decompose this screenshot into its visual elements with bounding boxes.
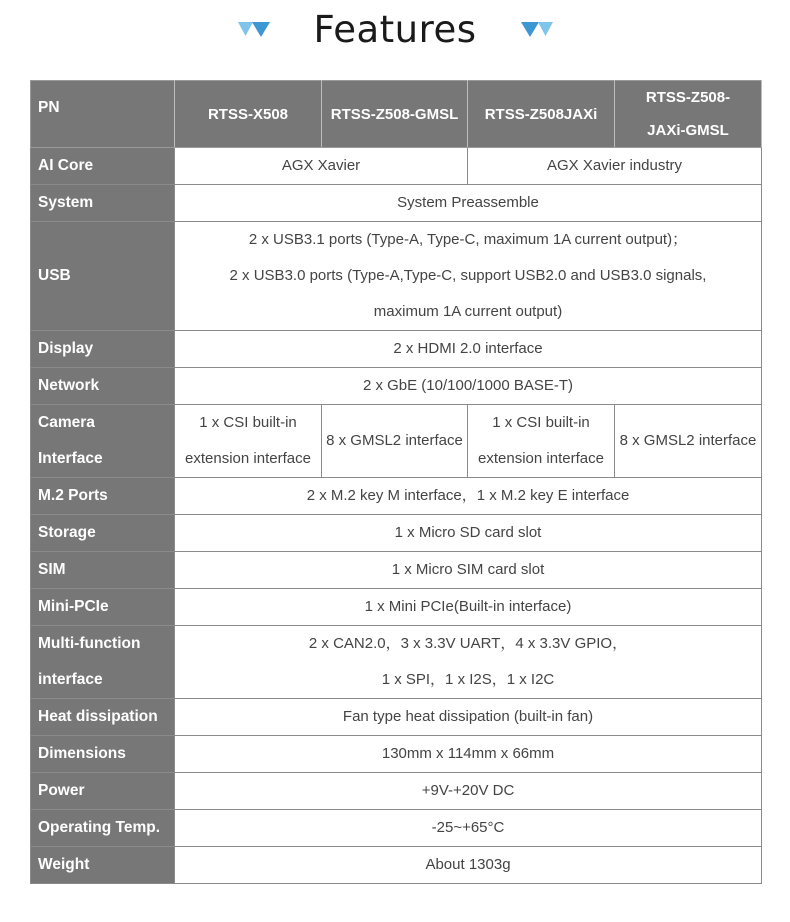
row-value xyxy=(175,222,762,331)
value-line: 2 x USB3.0 ports (Type-A,Type-C, support USB2.0 and USB3.0 signals, xyxy=(229,267,707,284)
row-label: Heat dissipation xyxy=(31,699,175,736)
model-header-line: RTSS-Z508- xyxy=(645,89,731,106)
row-label xyxy=(31,405,175,478)
table-row xyxy=(31,626,762,699)
row-label: USB xyxy=(31,222,175,331)
value-line: 1 x CSI built-in xyxy=(199,414,297,431)
row-label: M.2 Ports xyxy=(31,478,175,515)
row-label: AI Core xyxy=(31,148,175,185)
table-row xyxy=(31,515,762,552)
row-value: 1 x Mini PCIe(Built-in interface) xyxy=(175,589,762,626)
row-value: 130mm x 114mm x 66mm xyxy=(175,736,762,773)
row-label xyxy=(31,626,175,699)
table-row xyxy=(31,478,762,515)
model-header-line: JAXi-GMSL xyxy=(647,122,729,139)
row-label: Mini-PCIe xyxy=(31,589,175,626)
table-row xyxy=(31,847,762,884)
table-row xyxy=(31,699,762,736)
row-label: Power xyxy=(31,773,175,810)
row-label: Dimensions xyxy=(31,736,175,773)
row-label: Network xyxy=(31,368,175,405)
value-line: 2 x USB3.1 ports (Type-A, Type-C, maximum 1A current output)； xyxy=(248,231,688,248)
value-line: maximum 1A current output) xyxy=(373,303,563,320)
value-line: 2 x CAN2.0，3 x 3.3V UART，4 x 3.3V GPIO， xyxy=(308,635,628,652)
triangle-pair-icon xyxy=(521,22,555,38)
value-line: extension interface xyxy=(478,450,604,467)
model-header: RTSS-X508 xyxy=(175,81,322,148)
row-value: -25~+65°C xyxy=(175,810,762,847)
table-row xyxy=(31,368,762,405)
row-value: 2 x M.2 key M interface，1 x M.2 key E interface xyxy=(175,478,762,515)
table-row xyxy=(31,810,762,847)
row-value: 8 x GMSL2 interface xyxy=(615,405,762,478)
row-label: Operating Temp. xyxy=(31,810,175,847)
row-value xyxy=(175,405,322,478)
spec-table xyxy=(30,80,762,884)
table-row xyxy=(31,405,762,478)
row-value: 1 x Micro SD card slot xyxy=(175,515,762,552)
row-value: 1 x Micro SIM card slot xyxy=(175,552,762,589)
row-value: 8 x GMSL2 interface xyxy=(322,405,468,478)
row-value: About 1303g xyxy=(175,847,762,884)
row-label: SIM xyxy=(31,552,175,589)
row-value: AGX Xavier xyxy=(175,148,468,185)
row-value: System Preassemble xyxy=(175,185,762,222)
label-line: Interface xyxy=(38,450,103,467)
table-row xyxy=(31,589,762,626)
value-line: 1 x CSI built-in xyxy=(492,414,590,431)
table-row xyxy=(31,773,762,810)
row-value: 2 x HDMI 2.0 interface xyxy=(175,331,762,368)
row-label: Storage xyxy=(31,515,175,552)
label-line: Camera xyxy=(38,414,95,431)
row-label: System xyxy=(31,185,175,222)
row-value xyxy=(175,626,762,699)
value-line: 1 x SPI，1 x I2S，1 x I2C xyxy=(381,671,555,688)
table-row xyxy=(31,185,762,222)
value-line: extension interface xyxy=(185,450,311,467)
table-row xyxy=(31,552,762,589)
row-value: +9V-+20V DC xyxy=(175,773,762,810)
label-line: Multi-function xyxy=(38,635,141,652)
model-header: RTSS-Z508JAXi xyxy=(468,81,615,148)
row-value xyxy=(468,405,615,478)
table-header-row xyxy=(31,81,762,148)
table-row xyxy=(31,222,762,331)
pn-label: PN xyxy=(31,81,175,148)
row-label: Display xyxy=(31,331,175,368)
row-value: 2 x GbE (10/100/1000 BASE-T) xyxy=(175,368,762,405)
label-line: interface xyxy=(38,671,103,688)
model-header xyxy=(615,81,762,148)
features-header xyxy=(0,0,790,80)
row-value: AGX Xavier industry xyxy=(468,148,762,185)
row-value: Fan type heat dissipation (built-in fan) xyxy=(175,699,762,736)
table-row xyxy=(31,148,762,185)
table-row xyxy=(31,736,762,773)
table-row xyxy=(31,331,762,368)
row-label: Weight xyxy=(31,847,175,884)
page-title: Features xyxy=(313,8,477,51)
model-header: RTSS-Z508-GMSL xyxy=(322,81,468,148)
